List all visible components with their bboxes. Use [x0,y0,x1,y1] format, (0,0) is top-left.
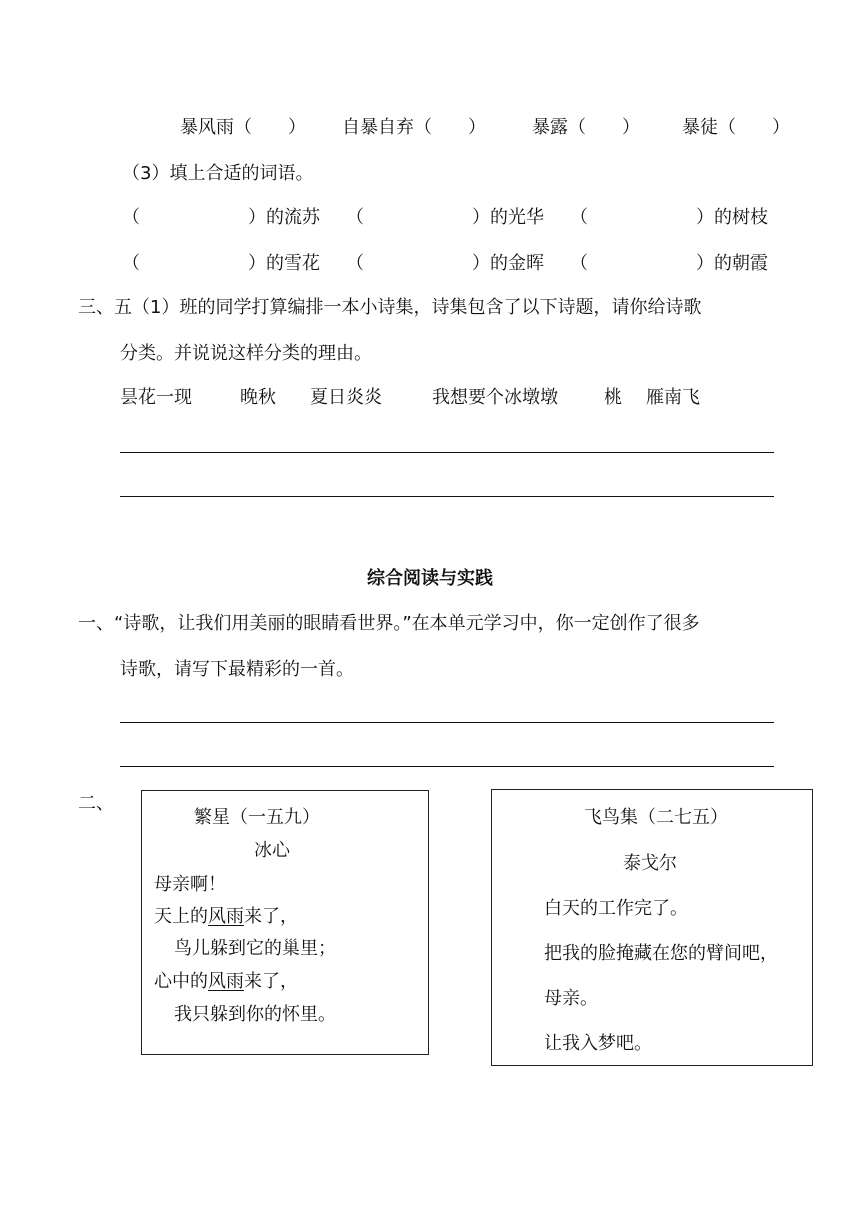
poem-line: 让我入梦吧。 [544,1033,652,1054]
poem-title-option: 桃 [604,387,622,408]
question-text: 三、五（1）班的同学打算编排一本小诗集，诗集包含了以下诗题，请你给诗歌 [78,297,702,318]
answer-line[interactable] [120,722,774,723]
poem-line: 白天的工作完了。 [544,898,688,919]
underlined-word: 风雨 [208,971,244,992]
question-text: 诗歌，请写下最精彩的一首。 [120,659,354,680]
word-item: 自暴自弃（ ） [342,117,486,138]
poem-title-option: 雁南飞 [646,387,700,408]
poem-title: 繁星（一五九） [194,807,320,828]
poem-line: 母亲啊！ [154,874,226,895]
poem-line [154,970,298,994]
poem-title-option: 昙花一现 [120,387,192,408]
fill-blank-item: （ ）的树枝 [570,207,768,228]
poem-line: 母亲。 [544,988,598,1009]
poem-box-feiniaoji [491,789,813,1066]
poem-line-part: 来了， [244,971,298,992]
fill-blank-item: （ ）的光华 [346,207,544,228]
fill-blank-item: （ ）的金晖 [346,253,544,274]
underlined-word: 风雨 [208,906,244,927]
poem-title-option: 夏日炎炎 [310,387,382,408]
poem-line: 我只躲到你的怀里。 [174,1004,336,1025]
answer-line[interactable] [120,452,774,453]
word-item: 暴露（ ） [532,117,640,138]
question-number: 二、 [78,793,114,814]
poem-title-option: 我想要个冰墩墩 [432,387,558,408]
question-text: 一、“诗歌，让我们用美丽的眼睛看世界。”在本单元学习中，你一定创作了很多 [78,613,700,634]
question-title: （3）填上合适的词语。 [122,163,314,184]
poem-title: 飞鸟集（二七五） [584,807,728,828]
poem-line-part: 来了， [244,906,298,927]
poem-author: 泰戈尔 [623,853,677,874]
poem-line: 鸟儿躲到它的巢里； [174,938,336,959]
word-item: 暴风雨（ ） [180,117,306,138]
poem-line [154,905,298,929]
word-item: 暴徒（ ） [682,117,790,138]
section-heading: 综合阅读与实践 [367,568,493,589]
answer-line[interactable] [120,766,774,767]
poem-box-fanxing [141,790,429,1055]
question-text: 分类。并说说这样分类的理由。 [120,343,372,364]
poem-title-option: 晚秋 [240,387,276,408]
fill-blank-item: （ ）的雪花 [122,253,320,274]
answer-line[interactable] [120,496,774,497]
poem-author: 冰心 [254,840,290,861]
fill-blank-item: （ ）的流苏 [122,207,320,228]
fill-blank-item: （ ）的朝霞 [570,253,768,274]
poem-line-part: 天上的 [154,906,208,927]
poem-line: 把我的脸掩藏在您的臂间吧， [544,943,778,964]
poem-line-part: 心中的 [154,971,208,992]
